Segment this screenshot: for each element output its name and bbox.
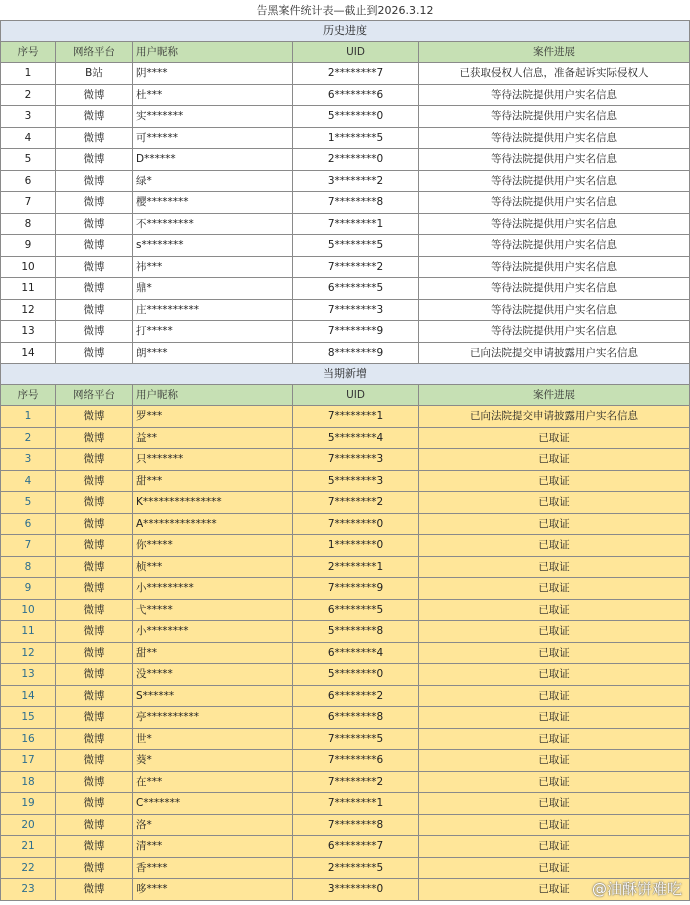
- header-nickname: 用户昵称: [133, 42, 293, 63]
- cell-progress: 等待法院提供用户实名信息: [419, 278, 690, 300]
- cell-index: 14: [1, 342, 56, 364]
- cell-platform: 微博: [56, 814, 133, 836]
- history-header-row: [1, 42, 690, 63]
- cell-index: 10: [1, 599, 56, 621]
- header-platform: 网络平台: [56, 385, 133, 406]
- cell-index: 16: [1, 728, 56, 750]
- cell-uid: 7********2: [293, 492, 419, 514]
- cell-uid: 6********7: [293, 836, 419, 858]
- cell-uid: 2********1: [293, 556, 419, 578]
- cell-uid: 1********0: [293, 535, 419, 557]
- cell-progress: 已向法院提交申请披露用户实名信息: [419, 406, 690, 428]
- cell-progress: 已取证: [419, 535, 690, 557]
- cell-index: 6: [1, 170, 56, 192]
- cell-platform: 微博: [56, 192, 133, 214]
- table-row: [1, 170, 690, 192]
- cell-uid: 5********4: [293, 427, 419, 449]
- cell-progress: 已取证: [419, 750, 690, 772]
- cell-uid: 6********5: [293, 278, 419, 300]
- cell-platform: 微博: [56, 728, 133, 750]
- table-row: [1, 857, 690, 879]
- table-row: [1, 513, 690, 535]
- cell-platform: 微博: [56, 556, 133, 578]
- table-row: [1, 599, 690, 621]
- cell-index: 13: [1, 664, 56, 686]
- table-row: [1, 235, 690, 257]
- cell-nickname: 小********: [133, 621, 293, 643]
- cell-nickname: 实*******: [133, 106, 293, 128]
- cell-progress: 等待法院提供用户实名信息: [419, 192, 690, 214]
- cell-nickname: 世*: [133, 728, 293, 750]
- table-row: [1, 664, 690, 686]
- cell-index: 9: [1, 578, 56, 600]
- cell-uid: 2********5: [293, 857, 419, 879]
- cell-progress: 已取证: [419, 642, 690, 664]
- table-row: [1, 406, 690, 428]
- cell-index: 1: [1, 63, 56, 85]
- cell-index: 22: [1, 857, 56, 879]
- cell-nickname: S******: [133, 685, 293, 707]
- table-row: [1, 192, 690, 214]
- cell-index: 4: [1, 127, 56, 149]
- table-row: [1, 127, 690, 149]
- cell-nickname: 香****: [133, 857, 293, 879]
- cell-progress: 已取证: [419, 513, 690, 535]
- cell-progress: 已取证: [419, 621, 690, 643]
- cell-platform: 微博: [56, 664, 133, 686]
- table-row: [1, 728, 690, 750]
- header-uid: UID: [293, 42, 419, 63]
- cell-platform: 微博: [56, 535, 133, 557]
- cell-index: 18: [1, 771, 56, 793]
- cell-index: 6: [1, 513, 56, 535]
- cell-uid: 6********4: [293, 642, 419, 664]
- cell-nickname: 在***: [133, 771, 293, 793]
- cell-nickname: 不*********: [133, 213, 293, 235]
- current-header-row: [1, 385, 690, 406]
- cell-platform: 微博: [56, 492, 133, 514]
- cell-platform: 微博: [56, 170, 133, 192]
- cell-index: 7: [1, 535, 56, 557]
- cell-uid: 7********1: [293, 213, 419, 235]
- table-row: [1, 793, 690, 815]
- cell-index: 11: [1, 278, 56, 300]
- cell-index: 9: [1, 235, 56, 257]
- cell-index: 12: [1, 299, 56, 321]
- cell-platform: 微博: [56, 213, 133, 235]
- cell-platform: 微博: [56, 707, 133, 729]
- cell-index: 2: [1, 84, 56, 106]
- cell-index: 7: [1, 192, 56, 214]
- cell-uid: 5********8: [293, 621, 419, 643]
- cell-platform: 微博: [56, 427, 133, 449]
- cell-platform: 微博: [56, 513, 133, 535]
- cell-nickname: 葵*: [133, 750, 293, 772]
- cell-nickname: 哆****: [133, 879, 293, 901]
- table-row: [1, 556, 690, 578]
- cell-platform: 微博: [56, 599, 133, 621]
- cell-nickname: 没*****: [133, 664, 293, 686]
- cell-index: 10: [1, 256, 56, 278]
- cell-index: 3: [1, 106, 56, 128]
- cell-nickname: 朗****: [133, 342, 293, 364]
- header-progress: 案件进展: [419, 42, 690, 63]
- cell-progress: 等待法院提供用户实名信息: [419, 127, 690, 149]
- cell-nickname: 祎***: [133, 256, 293, 278]
- cell-platform: 微博: [56, 621, 133, 643]
- cell-uid: 3********2: [293, 170, 419, 192]
- cell-progress: 已取证: [419, 556, 690, 578]
- cell-uid: 5********3: [293, 470, 419, 492]
- cell-progress: 已取证: [419, 857, 690, 879]
- cell-nickname: 杜***: [133, 84, 293, 106]
- cell-index: 11: [1, 621, 56, 643]
- table-row: [1, 771, 690, 793]
- cell-uid: 6********2: [293, 685, 419, 707]
- current-section-row: [1, 364, 690, 385]
- cell-progress: 已取证: [419, 664, 690, 686]
- cell-uid: 7********2: [293, 771, 419, 793]
- cell-platform: 微博: [56, 449, 133, 471]
- history-section-row: [1, 21, 690, 42]
- table-row: [1, 427, 690, 449]
- cell-uid: 3********0: [293, 879, 419, 901]
- current-section-title: 当期新增: [1, 364, 690, 385]
- cell-uid: 7********9: [293, 321, 419, 343]
- cell-index: 14: [1, 685, 56, 707]
- cell-nickname: 罗***: [133, 406, 293, 428]
- cell-progress: 已取证: [419, 427, 690, 449]
- table-row: [1, 814, 690, 836]
- cell-index: 2: [1, 427, 56, 449]
- header-index: 序号: [1, 385, 56, 406]
- cell-nickname: 打*****: [133, 321, 293, 343]
- table-row: [1, 63, 690, 85]
- cell-progress: 等待法院提供用户实名信息: [419, 170, 690, 192]
- cell-uid: 7********3: [293, 449, 419, 471]
- cell-nickname: 阴****: [133, 63, 293, 85]
- cell-platform: 微博: [56, 857, 133, 879]
- cell-platform: 微博: [56, 127, 133, 149]
- cell-uid: 7********6: [293, 750, 419, 772]
- table-row: [1, 213, 690, 235]
- cell-nickname: K***************: [133, 492, 293, 514]
- cell-nickname: 洛*: [133, 814, 293, 836]
- cell-progress: 等待法院提供用户实名信息: [419, 235, 690, 257]
- cell-uid: 7********9: [293, 578, 419, 600]
- header-platform: 网络平台: [56, 42, 133, 63]
- cell-uid: 7********1: [293, 793, 419, 815]
- cell-nickname: C*******: [133, 793, 293, 815]
- table-row: [1, 84, 690, 106]
- cell-nickname: 可******: [133, 127, 293, 149]
- cell-progress: 已取证: [419, 879, 690, 901]
- cell-nickname: 益**: [133, 427, 293, 449]
- cell-nickname: A**************: [133, 513, 293, 535]
- cell-progress: 已获取侵权人信息，准备起诉实际侵权人: [419, 63, 690, 85]
- cell-uid: 6********8: [293, 707, 419, 729]
- table-row: [1, 256, 690, 278]
- cell-nickname: 你*****: [133, 535, 293, 557]
- cell-uid: 5********0: [293, 664, 419, 686]
- header-uid: UID: [293, 385, 419, 406]
- cell-progress: 已取证: [419, 728, 690, 750]
- table-row: [1, 278, 690, 300]
- cell-index: 8: [1, 556, 56, 578]
- page-title: 告黑案件统计表—截止到2026.3.12: [256, 4, 434, 17]
- cell-index: 19: [1, 793, 56, 815]
- cell-uid: 6********5: [293, 599, 419, 621]
- cell-index: 23: [1, 879, 56, 901]
- cell-nickname: 只*******: [133, 449, 293, 471]
- cell-uid: 2********7: [293, 63, 419, 85]
- cell-progress: 已取证: [419, 814, 690, 836]
- table-row: [1, 470, 690, 492]
- cell-progress: 等待法院提供用户实名信息: [419, 106, 690, 128]
- cell-progress: 等待法院提供用户实名信息: [419, 149, 690, 171]
- cell-platform: B站: [56, 63, 133, 85]
- cell-platform: 微博: [56, 685, 133, 707]
- cell-progress: 已取证: [419, 836, 690, 858]
- cell-platform: 微博: [56, 106, 133, 128]
- cell-uid: 2********0: [293, 149, 419, 171]
- cell-platform: 微博: [56, 879, 133, 901]
- cell-uid: 7********1: [293, 406, 419, 428]
- table-row: [1, 836, 690, 858]
- cell-nickname: 甜**: [133, 642, 293, 664]
- cell-nickname: 小*********: [133, 578, 293, 600]
- cell-progress: 已取证: [419, 492, 690, 514]
- cell-index: 15: [1, 707, 56, 729]
- cell-progress: 已取证: [419, 470, 690, 492]
- cell-uid: 8********9: [293, 342, 419, 364]
- cell-platform: 微博: [56, 278, 133, 300]
- cell-progress: 已取证: [419, 793, 690, 815]
- cell-nickname: 庄**********: [133, 299, 293, 321]
- cell-progress: 等待法院提供用户实名信息: [419, 84, 690, 106]
- cell-index: 8: [1, 213, 56, 235]
- cell-uid: 6********6: [293, 84, 419, 106]
- cell-nickname: 弋*****: [133, 599, 293, 621]
- cell-platform: 微博: [56, 750, 133, 772]
- cell-platform: 微博: [56, 84, 133, 106]
- cell-platform: 微博: [56, 406, 133, 428]
- cell-nickname: 鼎*: [133, 278, 293, 300]
- cell-progress: 已取证: [419, 599, 690, 621]
- cell-uid: 7********2: [293, 256, 419, 278]
- cell-platform: 微博: [56, 470, 133, 492]
- table-row: [1, 750, 690, 772]
- cell-nickname: 樱********: [133, 192, 293, 214]
- cell-nickname: 亭**********: [133, 707, 293, 729]
- cell-progress: 已取证: [419, 707, 690, 729]
- header-nickname: 用户昵称: [133, 385, 293, 406]
- cell-platform: 微博: [56, 321, 133, 343]
- table-row: [1, 621, 690, 643]
- cell-nickname: s********: [133, 235, 293, 257]
- cell-platform: 微博: [56, 836, 133, 858]
- cell-uid: 1********5: [293, 127, 419, 149]
- cell-uid: 7********8: [293, 814, 419, 836]
- cell-platform: 微博: [56, 793, 133, 815]
- table-row: [1, 449, 690, 471]
- table-row: [1, 492, 690, 514]
- cell-index: 4: [1, 470, 56, 492]
- cell-progress: 等待法院提供用户实名信息: [419, 299, 690, 321]
- cell-progress: 等待法院提供用户实名信息: [419, 321, 690, 343]
- cell-nickname: 绿*: [133, 170, 293, 192]
- header-index: 序号: [1, 42, 56, 63]
- table-row: [1, 578, 690, 600]
- cell-platform: 微博: [56, 256, 133, 278]
- table-row: [1, 879, 690, 901]
- cell-index: 5: [1, 492, 56, 514]
- watermark: [592, 878, 682, 899]
- cell-nickname: 甜***: [133, 470, 293, 492]
- table-row: [1, 707, 690, 729]
- cell-uid: 5********0: [293, 106, 419, 128]
- table-row: [1, 149, 690, 171]
- cell-uid: 5********5: [293, 235, 419, 257]
- history-section-title: 历史进度: [1, 21, 690, 42]
- cell-platform: 微博: [56, 771, 133, 793]
- cell-index: 17: [1, 750, 56, 772]
- cell-uid: 7********0: [293, 513, 419, 535]
- cell-platform: 微博: [56, 299, 133, 321]
- table-row: [1, 321, 690, 343]
- cell-nickname: D******: [133, 149, 293, 171]
- cell-progress: 已取证: [419, 449, 690, 471]
- table-row: [1, 642, 690, 664]
- cell-index: 5: [1, 149, 56, 171]
- cell-platform: 微博: [56, 578, 133, 600]
- cell-index: 1: [1, 406, 56, 428]
- cell-progress: 已取证: [419, 685, 690, 707]
- cell-index: 12: [1, 642, 56, 664]
- table-row: [1, 106, 690, 128]
- cell-progress: 已取证: [419, 771, 690, 793]
- header-progress: 案件进展: [419, 385, 690, 406]
- cell-uid: 7********5: [293, 728, 419, 750]
- cell-progress: 等待法院提供用户实名信息: [419, 256, 690, 278]
- cell-progress: 等待法院提供用户实名信息: [419, 213, 690, 235]
- cell-nickname: 清***: [133, 836, 293, 858]
- cell-uid: 7********8: [293, 192, 419, 214]
- cell-index: 3: [1, 449, 56, 471]
- cell-nickname: 桢***: [133, 556, 293, 578]
- table-row: [1, 535, 690, 557]
- case-table: [0, 20, 690, 901]
- cell-platform: 微博: [56, 235, 133, 257]
- cell-index: 21: [1, 836, 56, 858]
- table-row: [1, 299, 690, 321]
- cell-progress: 已向法院提交申请披露用户实名信息: [419, 342, 690, 364]
- cell-uid: 7********3: [293, 299, 419, 321]
- watermark-text: @油酥饼难吃: [591, 880, 682, 898]
- table-row: [1, 342, 690, 364]
- cell-platform: 微博: [56, 149, 133, 171]
- cell-progress: 已取证: [419, 578, 690, 600]
- table-row: [1, 685, 690, 707]
- cell-index: 13: [1, 321, 56, 343]
- cell-index: 20: [1, 814, 56, 836]
- cell-platform: 微博: [56, 342, 133, 364]
- cell-platform: 微博: [56, 642, 133, 664]
